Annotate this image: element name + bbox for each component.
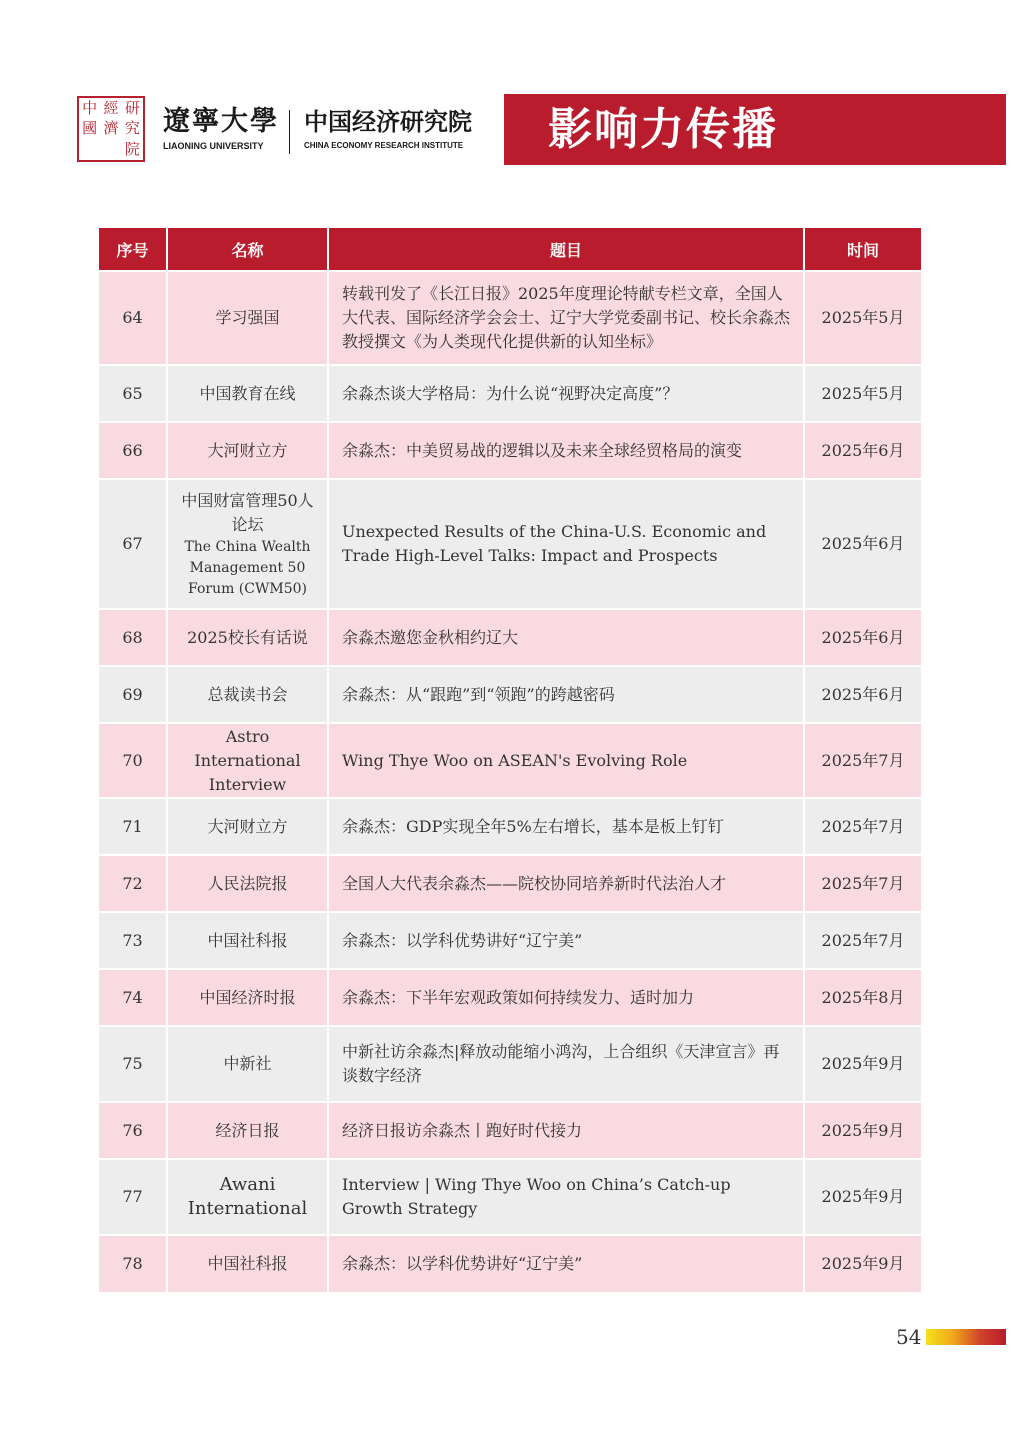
university-logo [163,106,281,151]
row-title: 中新社访余淼杰|释放动能缩小鸿沟，上合组织《天津宣言》再谈数字经济 [328,1026,804,1102]
row-time: 2025年7月 [804,798,921,855]
page-number: 54 [896,1325,922,1349]
row-title: 余淼杰：中美贸易战的逻辑以及未来全球经贸格局的演变 [328,422,804,479]
table-row [99,969,921,1026]
page-header [0,92,1020,166]
row-title: 余淼杰：下半年宏观政策如何持续发力、适时加力 [328,969,804,1026]
institute-name-en: CHINA ECONOMY RESEARCH INSTITUTE [304,141,464,150]
row-title: 余淼杰：以学科优势讲好“辽宁美” [328,912,804,969]
row-number: 66 [99,422,167,479]
institute-seal-logo [77,96,145,162]
table-row [99,723,921,798]
column-header-source: 名称 [167,228,328,271]
row-time: 2025年6月 [804,666,921,723]
row-title: 转载刊发了《长江日报》2025年度理论特献专栏文章，全国人大代表、国际经济学会会士、辽宁大学党委副书记、校长余淼杰教授撰文《为人类现代化提供新的认知坐标》 [328,271,804,365]
column-header-number: 序号 [99,228,167,271]
row-source: 中国教育在线 [167,365,328,422]
media-coverage-table [99,228,921,1292]
table-row [99,422,921,479]
row-source [167,479,328,609]
seal-char: 中 [82,98,98,117]
row-title: 全国人大代表余淼杰——院校协同培养新时代法治人才 [328,855,804,912]
row-source: 总裁读书会 [167,666,328,723]
row-time: 2025年5月 [804,271,921,365]
row-time: 2025年6月 [804,609,921,666]
row-number: 67 [99,479,167,609]
seal-char: 國 [82,119,98,138]
table-row [99,912,921,969]
row-number: 74 [99,969,167,1026]
seal-char: 研 [124,98,140,117]
row-number: 78 [99,1235,167,1292]
university-name-en: LIAONING UNIVERSITY [163,141,264,151]
row-source-en: The China Wealth Management 50 Forum (CWM50) [184,538,311,597]
row-time: 2025年9月 [804,1026,921,1102]
row-time: 2025年7月 [804,912,921,969]
row-time: 2025年5月 [804,365,921,422]
row-time: 2025年9月 [804,1159,921,1235]
row-number: 72 [99,855,167,912]
row-number: 76 [99,1102,167,1159]
row-time: 2025年9月 [804,1102,921,1159]
row-source: 中国社科报 [167,1235,328,1292]
row-time: 2025年9月 [804,1235,921,1292]
row-time: 2025年8月 [804,969,921,1026]
seal-char [79,139,100,160]
row-source: 大河财立方 [167,798,328,855]
row-number: 68 [99,609,167,666]
row-number: 69 [99,666,167,723]
column-header-time: 时间 [804,228,921,271]
table-row [99,1235,921,1292]
seal-char [100,139,121,160]
row-title: Unexpected Results of the China-U.S. Economic and Trade High-Level Talks: Impact and Prospects [328,479,804,609]
row-source: 学习强国 [167,271,328,365]
row-time: 2025年7月 [804,723,921,798]
row-source: 中新社 [167,1026,328,1102]
table-header-row [99,228,921,271]
table-row [99,365,921,422]
row-number: 71 [99,798,167,855]
row-source: 经济日报 [167,1102,328,1159]
row-time: 2025年6月 [804,422,921,479]
row-source: 2025校长有话说 [167,609,328,666]
row-title: 余淼杰：以学科优势讲好“辽宁美” [328,1235,804,1292]
seal-char: 院 [124,140,140,159]
seal-char: 經 [103,98,119,117]
row-title: 经济日报访余淼杰丨跑好时代接力 [328,1102,804,1159]
row-title: Wing Thye Woo on ASEAN's Evolving Role [328,723,804,798]
table-row [99,609,921,666]
row-source: Astro International Interview [167,723,328,798]
row-source: 人民法院报 [167,855,328,912]
seal-char: 濟 [103,119,119,138]
row-source: Awani International [167,1159,328,1235]
table-row [99,1102,921,1159]
row-title: Interview | Wing Thye Woo on China’s Catch-up Growth Strategy [328,1159,804,1235]
row-number: 70 [99,723,167,798]
row-number: 77 [99,1159,167,1235]
table-row [99,666,921,723]
institute-logo [304,106,504,150]
table-row [99,1159,921,1235]
row-source: 中国社科报 [167,912,328,969]
row-number: 73 [99,912,167,969]
table-row [99,271,921,365]
seal-char: 究 [124,119,140,138]
row-title: 余淼杰：从“跟跑”到“领跑”的跨越密码 [328,666,804,723]
row-title: 余淼杰：GDP实现全年5%左右增长，基本是板上钉钉 [328,798,804,855]
row-source: 大河财立方 [167,422,328,479]
row-time: 2025年6月 [804,479,921,609]
row-title: 余淼杰邀您金秋相约辽大 [328,609,804,666]
column-header-title: 题目 [328,228,804,271]
page-number-accent-bar [926,1329,1006,1345]
row-source: 中国经济时报 [167,969,328,1026]
table-row [99,798,921,855]
row-time: 2025年7月 [804,855,921,912]
table-row [99,1026,921,1102]
header-divider [289,110,290,154]
row-number: 75 [99,1026,167,1102]
table-row [99,479,921,609]
row-number: 64 [99,271,167,365]
table-row [99,855,921,912]
institute-name-cn: 中国经济研究院 [304,108,472,136]
row-source-cn: 中国财富管理50人论坛 [181,490,314,534]
row-number: 65 [99,365,167,422]
section-banner-title: 影响力传播 [504,94,1006,165]
row-title: 余淼杰谈大学格局：为什么说“视野决定高度”？ [328,365,804,422]
university-name-cn: 遼寧大學 [163,106,279,137]
